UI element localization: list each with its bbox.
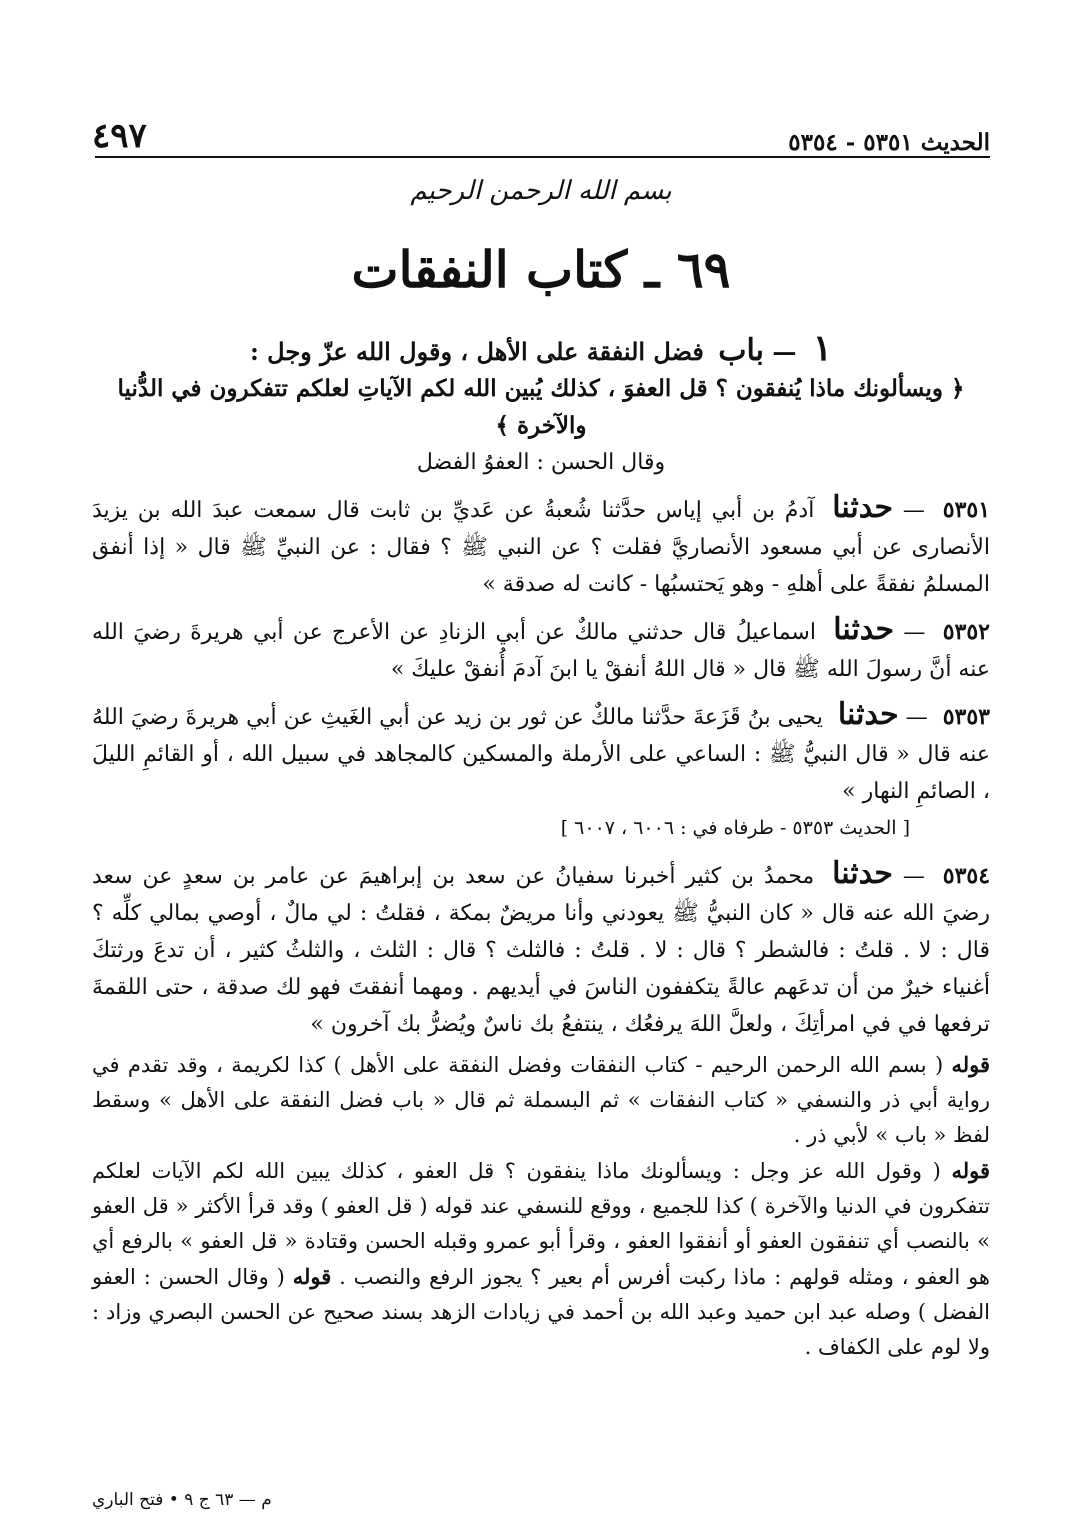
hadith-dash: — <box>903 620 926 645</box>
commentary-text: ( وقول الله عز وجل : ويسألونك ماذا ينفقون ؟ قل العفو ، كذلك يبين الله لكم الآيات لعلكم تتفكرون في الدنيا والآخرة ) كذا للجميع ، ووقع للنسفي عند قوله ( قل العفو ) وقد قرأ الأكثر « قل العفو » بالنصب أي تنفقون العفو أو أنفقوا العفو ، وقرأ أبو عمرو وقبله الحسن وقتادة « قل العفو » بالرفع أي هو العفو ، ومثله قولهم : ماذا ركبت أفرس أم بعير ؟ يجوز الرفع والنصب . <box>92 1159 990 1289</box>
hasan-quote: وقال الحسن : العفوُ الفضل <box>416 450 666 475</box>
chapter-number: ١ <box>812 327 833 369</box>
haddathana-label: حدثنا <box>832 490 894 525</box>
book-title: كتاب النفقات <box>351 240 628 299</box>
chapter-heading <box>92 327 990 370</box>
cross-reference: [ الحديث ٥٣٥٣ - طرفاه في : ٦٠٠٦ ، ٦٠٠٧ ] <box>560 817 910 839</box>
commentary-text: ( وقال الحسن : العفو الفضل ) وصله عبد ابن حميد وعبد الله بن أحمد في زيادات الزهد بسند صحيح عن الحسن البصري وزاد : ولا لوم على الكفاف . <box>92 1265 990 1359</box>
hadith-text: يحيى بنُ قَزَعةَ حدَّثنا مالكٌ عن ثور بن زيد عن أبي الغَيثِ عن أبي هريرةَ رضيَ اللهُ عنه قال « قال النبيُّ ﷺ : الساعي على الأرملة والمسكين كالمجاهد في سبيل الله ، أو القائمِ الليلَ ، الصائمِ النهار » <box>92 705 990 804</box>
book-heading <box>0 240 1082 299</box>
book-dash: ـ <box>644 240 660 299</box>
page-number: ٤٩٧ <box>92 116 147 156</box>
hadith-dash: — <box>902 864 925 889</box>
chapter-dash: — <box>772 337 797 366</box>
commentary-paragraph <box>92 1153 990 1365</box>
hadith-number: ٥٣٥٤ <box>942 863 991 889</box>
hadith-number: ٥٣٥١ <box>942 497 991 523</box>
hadith-text: اسماعيلُ قال حدثني مالكٌ عن أبي الزنادِ عن الأعرج عن أبي هريرةَ رضيَ الله عنه أنَّ رسولَ الله ﷺ قال « قال اللهُ أنفقْ يا ابنَ آدمَ أُنفقْ عليكَ » <box>92 620 990 682</box>
hadith-number: ٥٣٥٣ <box>942 704 990 730</box>
commentary-lead: قوله <box>951 1158 990 1183</box>
hadith-text: محمدُ بن كثير أخبرنا سفيانُ عن سعد بن إبراهيمَ عن عامر بن سعدٍ عن سعد رضيَ الله عنه قال « كان النبيُّ ﷺ يعودني وأنا مريضٌ بمكة ، فقلتُ : لي مالٌ ، أوصي بمالي كلِّه ؟ قال : لا . قلتُ : فالشطر ؟ قال : لا . قلتُ : فالثلث ؟ قال : الثلث ، والثلثُ كثير ، أن تدعَ ورثتكَ أغنياء خيرٌ من أن تدعَهم عالةً يتكففون الناسَ في أيديهم . ومهما أنفقتَ فهو لك صدقة ، حتى اللقمةَ ترفعها في في امرأتِكَ ، ولعلَّ اللهَ يرفعُك ، ينتفعُ بك ناسٌ ويُضرُّ بك آخرون » <box>92 864 990 1037</box>
hadith-5354 <box>92 855 990 1043</box>
hadith-text: آدمُ بن أبي إياس حدَّثنا شُعبةُ عن عَديِّ بن ثابت قال سمعت عبدَ الله بن يزيدَ الأنصارى عن أبي مسعود الأنصاريَّ فقلت ؟ عن النبي ﷺ ؟ فقال : عن النبيِّ ﷺ قال « إذا أنفق المسلمُ نفقةً على أهلهِ - وهو يَحتسبُها - كانت له صدقة » <box>92 498 990 597</box>
haddathana-label: حدثنا <box>837 697 899 732</box>
header-rule <box>95 156 990 158</box>
commentary-text: ( بسم الله الرحمن الرحيم - كتاب النفقات وفضل النفقة على الأهل ) كذا لكريمة ، وقد تقدم في رواية أبي ذر والنسفي « كتاب النفقات » ثم البسملة ثم قال « باب فضل النفقة على الأهل » وسقط لفظ « باب » لأبي ذر . <box>92 1053 990 1147</box>
page-body <box>92 327 991 1365</box>
commentary-lead: قوله <box>951 1052 990 1077</box>
commentary-paragraph <box>92 1047 990 1153</box>
quran-verse: ﴿ ويسألونك ماذا يُنفقون ؟ قل العفوَ ، كذلك يُبين الله لكم الآياتِ لعلكم تتفكرون في الدُّنيا والآخرة ﴾ <box>117 375 965 439</box>
chapter-title: فضل النفقة على الأهل ، وقول الله عزّ وجل : <box>249 337 704 366</box>
chapter-bab: باب <box>718 333 764 368</box>
basmala: بسم الله الرحمن الرحيم <box>410 176 672 206</box>
commentary-lead: قوله <box>292 1264 332 1289</box>
hadith-dash: — <box>905 705 928 730</box>
book-number: ٦٩ <box>676 240 731 299</box>
haddathana-label: حدثنا <box>832 856 893 891</box>
haddathana-label: حدثنا <box>833 612 895 647</box>
hadith-5352 <box>92 611 990 688</box>
hadith-5353 <box>92 696 990 847</box>
hadith-5351 <box>92 489 990 603</box>
commentary <box>92 1047 990 1365</box>
running-header <box>92 112 990 156</box>
footer-signature <box>92 1490 990 1510</box>
running-header-title: الحديث ٥٣٥١ - ٥٣٥٤ <box>788 129 990 156</box>
hadith-dash: — <box>902 498 925 523</box>
hadith-number: ٥٣٥٢ <box>942 619 990 645</box>
footer-text: م — ٦٣ ج ٩ • فتح الباري <box>92 1490 272 1510</box>
